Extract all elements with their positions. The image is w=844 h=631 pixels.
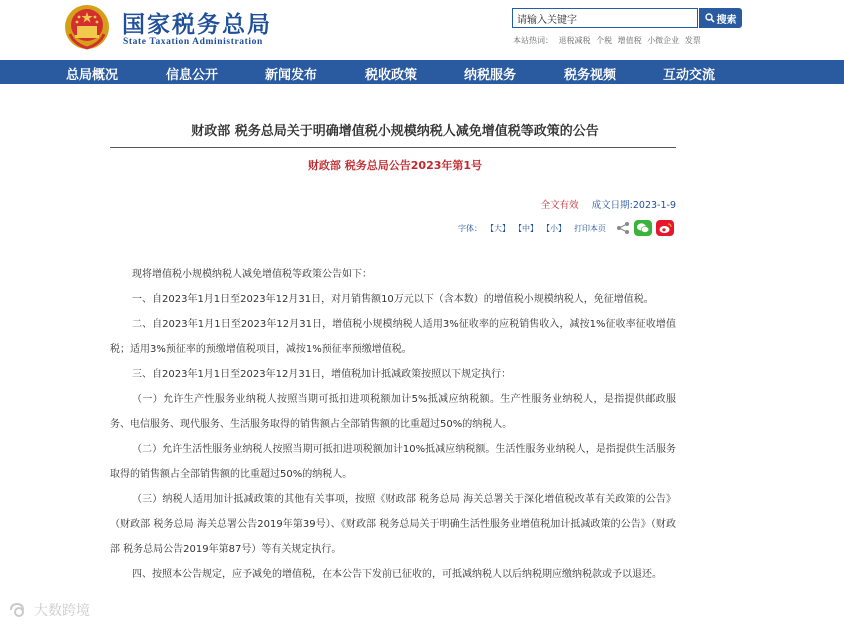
article-paragraph: （二）允许生活性服务业纳税人按照当期可抵扣进项税额加计10%抵减应纳税额。生活性服务业纳税人，是指提供生活服务取得的销售额占全部销售额的比重超过50%的纳税人。 — [110, 444, 676, 480]
weibo-share-icon[interactable] — [656, 220, 674, 236]
search-button-label: 搜索 — [716, 14, 737, 26]
font-small-button[interactable]: 【小】 — [542, 223, 566, 233]
title-divider — [110, 147, 676, 148]
hot-words-label: 本站热词： — [513, 36, 553, 45]
print-button[interactable]: 打印本页 — [574, 223, 606, 233]
article-tools — [458, 220, 674, 236]
hot-word-link[interactable]: 退税减税 — [558, 36, 591, 45]
site-header — [0, 0, 844, 60]
search-icon — [705, 13, 715, 23]
nav-item-interaction[interactable]: 互动交流 — [663, 68, 716, 83]
nav-item-news[interactable]: 新闻发布 — [265, 68, 318, 83]
article-doc-number: 财政部 税务总局公告2023年第1号 — [307, 159, 483, 172]
date-value: 2023-1-9 — [632, 200, 676, 211]
nav-item-tax-service[interactable]: 纳税服务 — [464, 68, 517, 83]
hot-word-link[interactable]: 小微企业 — [647, 36, 680, 45]
watermark-logo-icon — [8, 601, 30, 619]
watermark-text: 大数跨境 — [34, 603, 90, 619]
hot-word-link[interactable]: 增值税 — [617, 36, 642, 45]
article-paragraph: 二、自2023年1月1日至2023年12月31日，增值税小规模纳税人适用3%征收率的应税销售收入，减按1%征收率征收增值税；适用3%预征率的预缴增值税项目，减按1%预征率预缴增值税。 — [110, 319, 676, 355]
search-input[interactable] — [512, 8, 698, 28]
validity-status: 全文有效 — [540, 200, 579, 211]
hot-words — [513, 35, 704, 46]
nav-item-tax-policy[interactable]: 税收政策 — [365, 68, 418, 83]
font-size-label: 字体： — [458, 223, 482, 233]
article-body — [110, 262, 676, 587]
article-paragraph: （一）允许生产性服务业纳税人按照当期可抵扣进项税额加计5%抵减应纳税额。生产性服务业纳税人，是指提供邮政服务、电信服务、现代服务、生活服务取得的销售额占全部销售额的比重超过50%的纳税人。 — [110, 394, 676, 430]
search-button[interactable] — [699, 8, 742, 28]
font-medium-button[interactable]: 【中】 — [514, 223, 538, 233]
watermark — [8, 600, 90, 620]
share-icon[interactable] — [616, 221, 630, 235]
article-paragraph: 现将增值税小规模纳税人减免增值税等政策公告如下： — [132, 269, 372, 280]
main-nav — [0, 60, 844, 84]
nav-item-overview[interactable]: 总局概况 — [66, 68, 119, 83]
article-meta — [541, 197, 676, 211]
date-label: 成文日期: — [591, 200, 633, 211]
national-emblem-icon[interactable] — [64, 4, 110, 50]
article-paragraph: 四、按照本公告规定，应予减免的增值税，在本公告下发前已征收的，可抵减纳税人以后纳税期应缴纳税款或予以退还。 — [132, 569, 662, 580]
font-large-button[interactable]: 【大】 — [486, 223, 510, 233]
article-paragraph: 一、自2023年1月1日至2023年12月31日，对月销售额10万元以下（含本数）的增值税小规模纳税人，免征增值税。 — [132, 294, 654, 305]
site-subtitle: State Taxation Administration — [123, 37, 263, 47]
nav-item-info-disclosure[interactable]: 信息公开 — [166, 68, 219, 83]
article-title: 财政部 税务总局关于明确增值税小规模纳税人减免增值税等政策的公告 — [191, 124, 599, 139]
article-paragraph: （三）纳税人适用加计抵减政策的其他有关事项，按照《财政部 税务总局 海关总署关于深化增值税改革有关政策的公告》（财政部 税务总局 海关总署公告2019年第39号）、《财政部 税务总局关于明确生活性服务业增值税加计抵减政策的公告》（财政部 税务总局公告2019年第87号）等有关规定执行。 — [110, 494, 676, 555]
site-title[interactable]: 国家税务总局 — [122, 12, 272, 38]
hot-word-link[interactable]: 个税 — [596, 36, 613, 45]
nav-item-tax-video[interactable]: 税务视频 — [564, 68, 617, 83]
article-paragraph: 三、自2023年1月1日至2023年12月31日，增值税加计抵减政策按照以下规定执行： — [132, 369, 512, 380]
hot-word-link[interactable]: 发票 — [684, 36, 701, 45]
wechat-share-icon[interactable] — [634, 220, 652, 236]
